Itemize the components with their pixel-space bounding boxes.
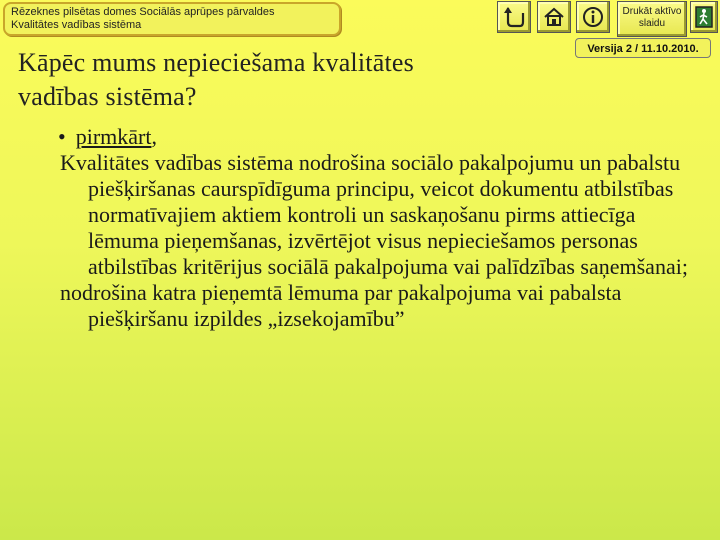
print-label-line2: slaidu xyxy=(638,18,666,29)
back-button[interactable] xyxy=(497,1,531,33)
slide-title-line2: vadības sistēma? xyxy=(18,82,197,111)
version-label: Versija 2 / 11.10.2010. xyxy=(575,38,711,58)
print-slide-button[interactable] xyxy=(617,1,687,37)
bullet-item xyxy=(58,124,700,150)
bullet-keyword: pirmkārt xyxy=(75,124,152,149)
exit-icon xyxy=(694,5,714,29)
bullet-suffix: , xyxy=(151,124,157,149)
org-name: Rēzeknes pilsētas domes Sociālās aprūpes pārvaldes xyxy=(11,6,275,18)
back-arrow-icon xyxy=(502,5,526,29)
info-button[interactable] xyxy=(576,1,610,33)
bullet-dot: • xyxy=(58,124,66,149)
org-header xyxy=(3,2,341,36)
home-icon xyxy=(542,5,566,29)
print-label-line1: Drukāt aktīvo xyxy=(622,6,682,17)
slide-body xyxy=(60,124,700,332)
paragraph-1: Kvalitātes vadības sistēma nodrošina sociālo pakalpojumu un pabalstu piešķiršanas caurspīdīguma principu, veicot dokumentu atbilstības normatīvajiem aktiem kontroli un saskaņošanu pirms attiecīga lēmuma pieņemšanas, izvērtējot visus nepieciešamos personas atbilstības kritērijus sociālā pakalpojuma vai palīdzības saņemšanai; xyxy=(60,150,688,279)
paragraph-2: nodrošina katra pieņemtā lēmuma par pakalpojuma vai pabalsta piešķiršanu izpildes „izsekojamību” xyxy=(60,280,622,331)
slide-title xyxy=(18,46,558,114)
slide-title-line1: Kāpēc mums nepieciešama kvalitātes xyxy=(18,48,414,77)
exit-button[interactable] xyxy=(690,1,718,33)
system-name: Kvalitātes vadības sistēma xyxy=(11,19,142,31)
info-icon xyxy=(581,5,605,29)
home-button[interactable] xyxy=(537,1,571,33)
